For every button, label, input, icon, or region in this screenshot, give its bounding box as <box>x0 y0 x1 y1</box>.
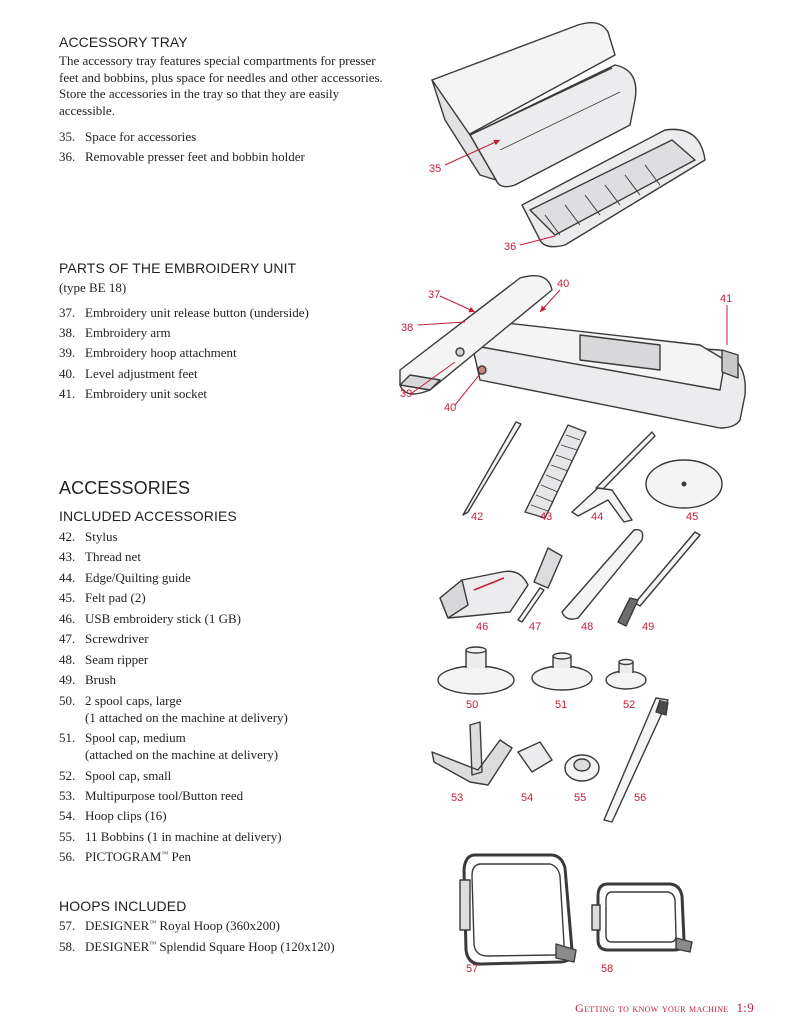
spool-cap-medium-drawing <box>532 653 592 690</box>
callout-52: 52 <box>623 699 636 711</box>
callout-47: 47 <box>529 621 542 633</box>
callout-58: 58 <box>601 963 614 975</box>
accessory-tray-heading: ACCESSORY TRAY <box>59 34 188 50</box>
list-item: 48. Seam ripper <box>59 652 149 667</box>
callout-55: 55 <box>574 792 587 804</box>
list-item: 51. Spool cap, medium <box>59 730 186 745</box>
callout-45: 45 <box>686 511 699 523</box>
spool-cap-large-drawing <box>438 647 514 694</box>
edge-guide-drawing <box>572 432 655 522</box>
list-item: 38. Embroidery arm <box>59 325 171 340</box>
list-item: 55. 11 Bobbins (1 in machine at delivery) <box>59 829 282 844</box>
list-item-note: (1 attached on the machine at delivery) <box>85 710 288 725</box>
callout-54: 54 <box>521 792 534 804</box>
callout-40b: 40 <box>444 402 457 414</box>
callout-53: 53 <box>451 792 464 804</box>
list-item: 41. Embroidery unit socket <box>59 386 208 401</box>
callout-43: 43 <box>540 511 553 523</box>
callout-39: 39 <box>400 388 413 400</box>
list-item: 54. Hoop clips (16) <box>59 808 167 823</box>
list-item: 58. DESIGNER™ Splendid Square Hoop (120x120) <box>59 939 335 954</box>
multipurpose-tool-drawing <box>432 722 512 785</box>
list-item: 42. Stylus <box>59 529 118 544</box>
included-accessories-heading: INCLUDED ACCESSORIES <box>59 508 237 524</box>
callout-42: 42 <box>471 511 484 523</box>
list-item: 44. Edge/Quilting guide <box>59 570 191 585</box>
list-item: 36. Removable presser feet and bobbin holder <box>59 149 305 164</box>
bobbin-drawing <box>565 755 599 781</box>
callout-48: 48 <box>581 621 594 633</box>
list-item: 47. Screwdriver <box>59 631 149 646</box>
list-item: 46. USB embroidery stick (1 GB) <box>59 611 241 626</box>
callout-40a: 40 <box>557 278 570 290</box>
callout-57: 57 <box>466 963 479 975</box>
page-footer <box>575 1000 754 1016</box>
callout-38: 38 <box>401 322 414 334</box>
callout-35: 35 <box>429 163 442 175</box>
list-item: 43. Thread net <box>59 549 141 564</box>
list-item: 52. Spool cap, small <box>59 768 172 783</box>
stylus-drawing <box>463 422 521 515</box>
page-number: 1:9 <box>736 1000 754 1015</box>
callout-49: 49 <box>642 621 655 633</box>
list-item: 53. Multipurpose tool/Button reed <box>59 788 244 803</box>
list-item: 45. Felt pad (2) <box>59 590 146 605</box>
list-item: 40. Level adjustment feet <box>59 366 198 381</box>
callout-36: 36 <box>504 241 517 253</box>
embroidery-unit-heading: PARTS OF THE EMBROIDERY UNIT <box>59 260 297 276</box>
callout-50: 50 <box>466 699 479 711</box>
callout-labels <box>400 163 732 975</box>
embroidery-unit-type: (type BE 18) <box>59 280 127 295</box>
usb-stick-drawing <box>440 571 528 618</box>
list-item: 57. DESIGNER™ Royal Hoop (360x200) <box>59 918 281 933</box>
callout-51: 51 <box>555 699 568 711</box>
list-item: 56. PICTOGRAM™ Pen <box>59 849 191 864</box>
royal-hoop-drawing <box>460 855 576 964</box>
hoop-clip-drawing <box>518 742 552 772</box>
list-item: 50. 2 spool caps, large <box>59 693 182 708</box>
hoops-included-heading: HOOPS INCLUDED <box>59 898 187 914</box>
list-item-note: (attached on the machine at delivery) <box>85 747 279 762</box>
callout-41: 41 <box>720 293 733 305</box>
callout-56: 56 <box>634 792 647 804</box>
list-item: 37. Embroidery unit release button (underside) <box>59 305 309 320</box>
chapter-title: Getting to know your machine <box>575 1001 729 1015</box>
splendid-hoop-drawing <box>592 884 692 952</box>
callout-44: 44 <box>591 511 604 523</box>
accessory-tray-description: The accessory tray features special compartments for presser feet and bobbins, plus space for needles and other accessories. Store the accessories in the tray so that they are easily accessible. <box>59 53 383 118</box>
list-item: 49. Brush <box>59 672 117 687</box>
callout-46: 46 <box>476 621 489 633</box>
spool-cap-small-drawing <box>606 660 646 690</box>
callout-37: 37 <box>428 289 441 301</box>
accessories-heading: ACCESSORIES <box>59 478 191 498</box>
list-item: 39. Embroidery hoop attachment <box>59 345 237 360</box>
thread-net-drawing <box>525 425 586 518</box>
list-item: 35. Space for accessories <box>59 129 197 144</box>
